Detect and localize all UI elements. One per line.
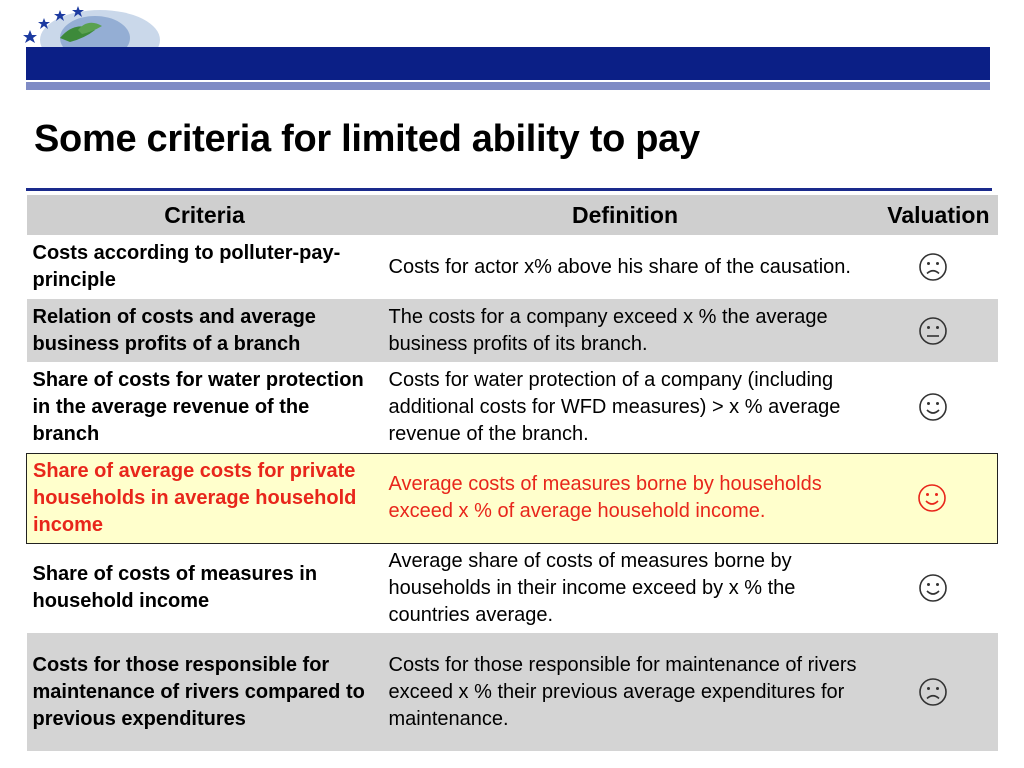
valuation-cell	[868, 362, 998, 453]
column-header-valuation: Valuation	[868, 195, 998, 235]
header-bar	[26, 47, 990, 80]
definition-cell: Costs for water protection of a company (including additional costs for WFD measures) > x % average revenue of the branch.	[383, 362, 868, 453]
table-row	[27, 299, 998, 362]
happy-face-icon	[917, 391, 949, 423]
definition-cell: Costs for actor x% above his share of the causation.	[383, 235, 868, 299]
slide-title: Some criteria for limited ability to pay	[34, 118, 700, 160]
valuation-cell	[868, 543, 998, 633]
table-row	[27, 633, 998, 751]
eu-globe-logo	[0, 0, 200, 50]
definition-cell: The costs for a company exceed x % the average business profits of its branch.	[383, 299, 868, 362]
header-underline	[26, 82, 990, 90]
valuation-cell	[868, 235, 998, 299]
criteria-cell: Share of costs of measures in household income	[27, 543, 383, 633]
happy-face-icon	[917, 572, 949, 604]
table-row-highlighted	[27, 453, 998, 543]
criteria-cell: Relation of costs and average business profits of a branch	[27, 299, 383, 362]
criteria-cell: Share of costs for water protection in the average revenue of the branch	[27, 362, 383, 453]
column-header-criteria: Criteria	[27, 195, 383, 235]
valuation-cell	[868, 453, 998, 543]
definition-cell: Costs for those responsible for maintenance of rivers exceed x % their previous average expenditures for maintenance.	[383, 633, 868, 751]
definition-cell: Average share of costs of measures borne by households in their income exceed by x % the countries average.	[383, 543, 868, 633]
happy-face-icon	[916, 482, 948, 514]
table-header-row	[27, 195, 998, 235]
sad-face-icon	[917, 251, 949, 283]
column-header-definition: Definition	[383, 195, 868, 235]
table-row	[27, 362, 998, 453]
title-divider	[26, 188, 992, 191]
criteria-cell: Share of average costs for private households in average household income	[27, 453, 383, 543]
definition-cell: Average costs of measures borne by households exceed x % of average household income.	[383, 453, 868, 543]
criteria-cell: Costs according to polluter-pay-principle	[27, 235, 383, 299]
criteria-table	[26, 195, 998, 751]
table-row	[27, 235, 998, 299]
neutral-face-icon	[917, 315, 949, 347]
sad-face-icon	[917, 676, 949, 708]
valuation-cell	[868, 299, 998, 362]
table-row	[27, 543, 998, 633]
criteria-cell: Costs for those responsible for maintenance of rivers compared to previous expenditures	[27, 633, 383, 751]
valuation-cell	[868, 633, 998, 751]
